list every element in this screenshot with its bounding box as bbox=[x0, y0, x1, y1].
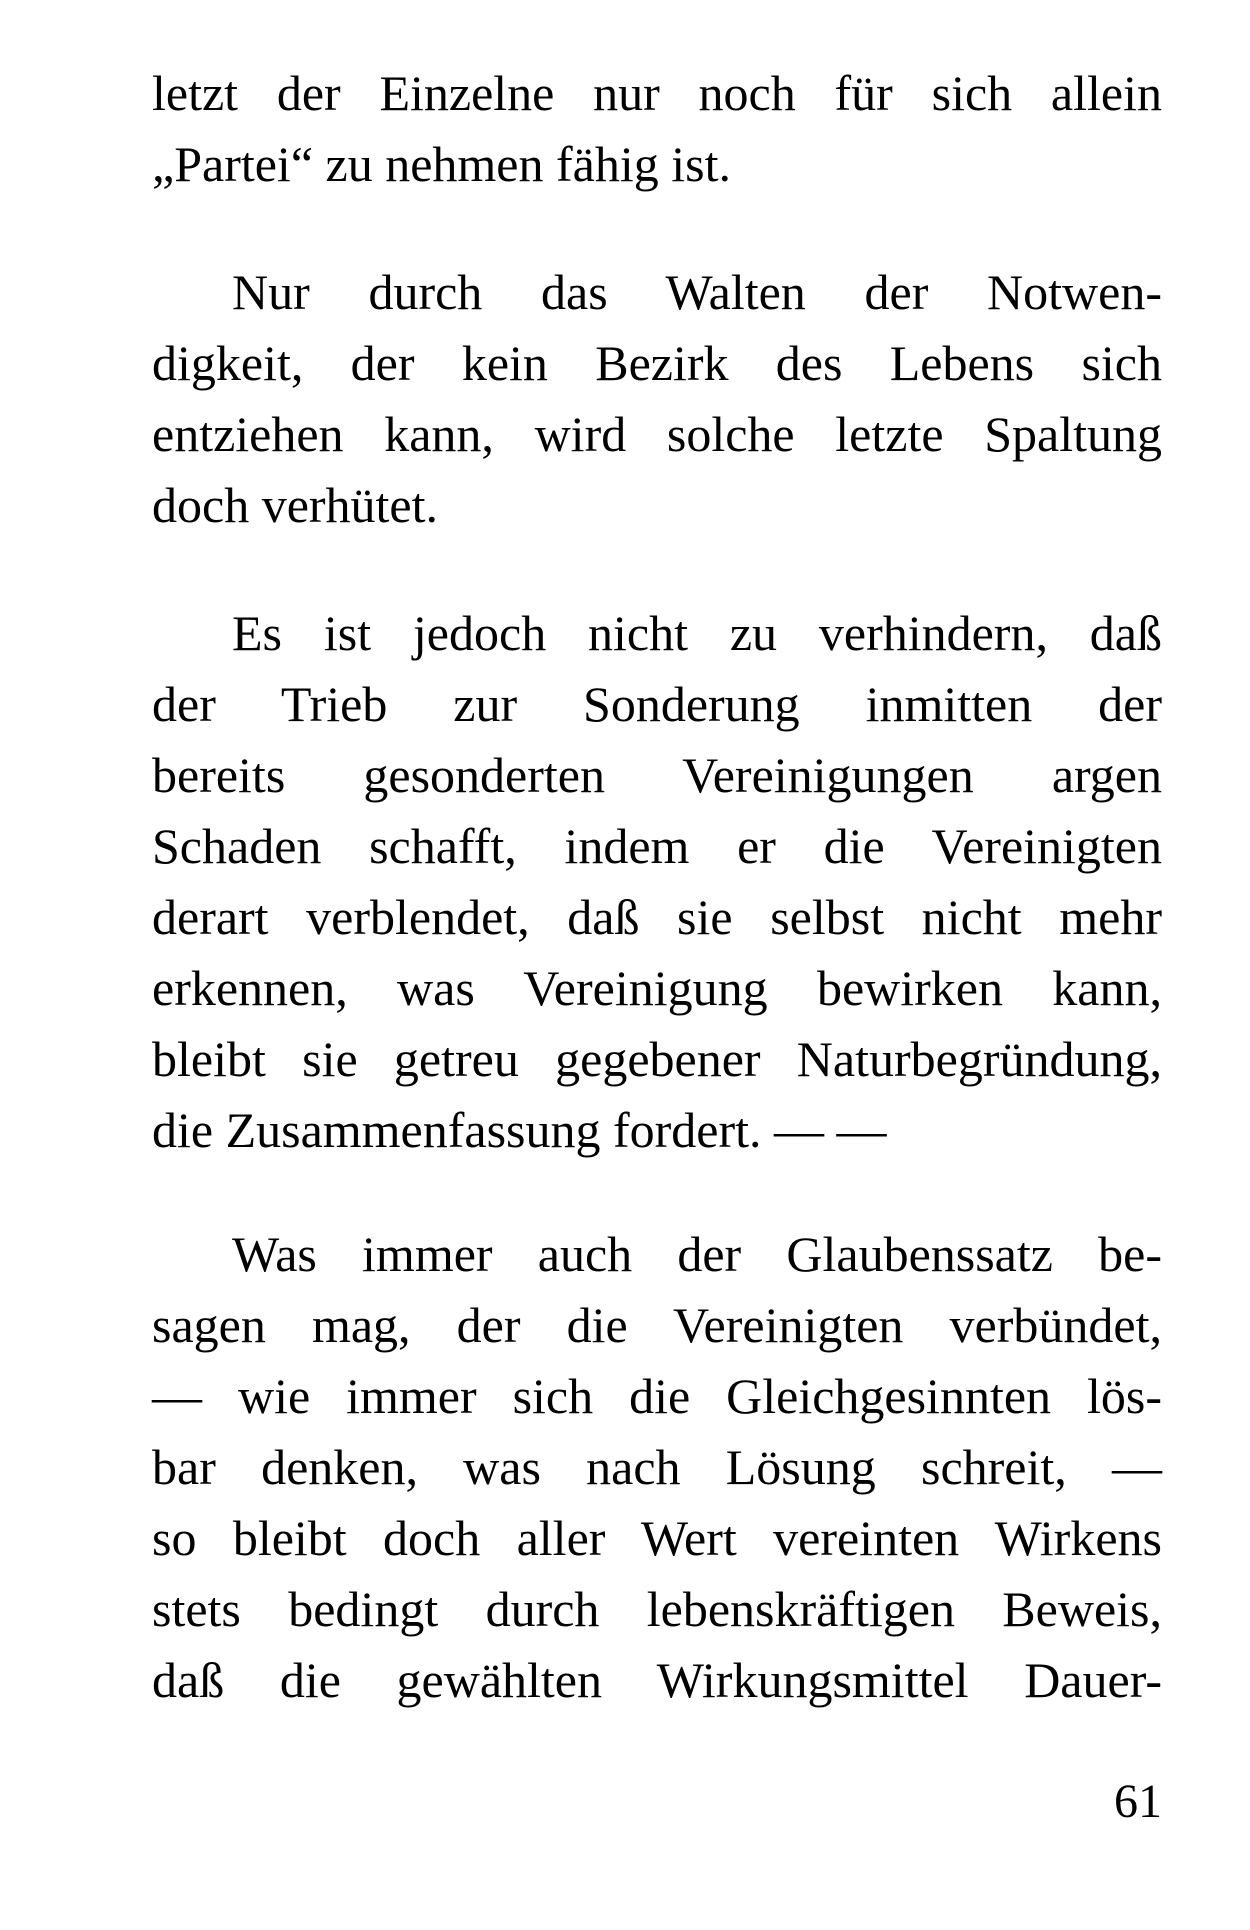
text-line: so bleibt doch aller Wert vereinten Wirkens bbox=[152, 1510, 1162, 1566]
paragraph bbox=[152, 598, 1162, 1166]
text-line: sagen mag, der die Vereinigten verbündet, bbox=[152, 1297, 1162, 1353]
text-line: erkennen, was Vereinigung bewirken kann, bbox=[152, 960, 1162, 1016]
paragraph bbox=[152, 1219, 1162, 1716]
page-number: 61 bbox=[1114, 1775, 1162, 1828]
paragraph bbox=[152, 257, 1162, 541]
text-line: derart verblendet, daß sie selbst nicht mehr bbox=[152, 889, 1162, 945]
text-line: Nur durch das Walten der Notwen- bbox=[232, 264, 1162, 320]
text-line: stets bedingt durch lebenskräftigen Beweis, bbox=[152, 1581, 1162, 1637]
text-line: entziehen kann, wird solche letzte Spaltung bbox=[152, 406, 1162, 462]
text-line: bleibt sie getreu gegebener Naturbegründung, bbox=[152, 1031, 1162, 1087]
text-line: daß die gewählten Wirkungsmittel Dauer- bbox=[152, 1652, 1162, 1708]
text-line: die Zusammenfassung fordert. — — bbox=[152, 1102, 887, 1158]
paragraph-continuation bbox=[152, 58, 1162, 200]
text-line: letzt der Einzelne nur noch für sich allein bbox=[152, 65, 1162, 121]
text-line: Es ist jedoch nicht zu verhindern, daß bbox=[232, 605, 1162, 661]
text-line: — wie immer sich die Gleichgesinnten lös- bbox=[152, 1368, 1162, 1424]
text-line: Was immer auch der Glaubenssatz be- bbox=[232, 1226, 1162, 1282]
text-line: doch verhütet. bbox=[152, 477, 439, 533]
text-line: „Partei“ zu nehmen fähig ist. bbox=[152, 136, 731, 192]
text-line: bereits gesonderten Vereinigungen argen bbox=[152, 747, 1162, 803]
text-line: Schaden schafft, indem er die Vereinigten bbox=[152, 818, 1162, 874]
text-line: digkeit, der kein Bezirk des Lebens sich bbox=[152, 335, 1162, 391]
text-line: bar denken, was nach Lösung schreit, — bbox=[152, 1439, 1162, 1495]
text-line: der Trieb zur Sonderung inmitten der bbox=[152, 676, 1162, 732]
